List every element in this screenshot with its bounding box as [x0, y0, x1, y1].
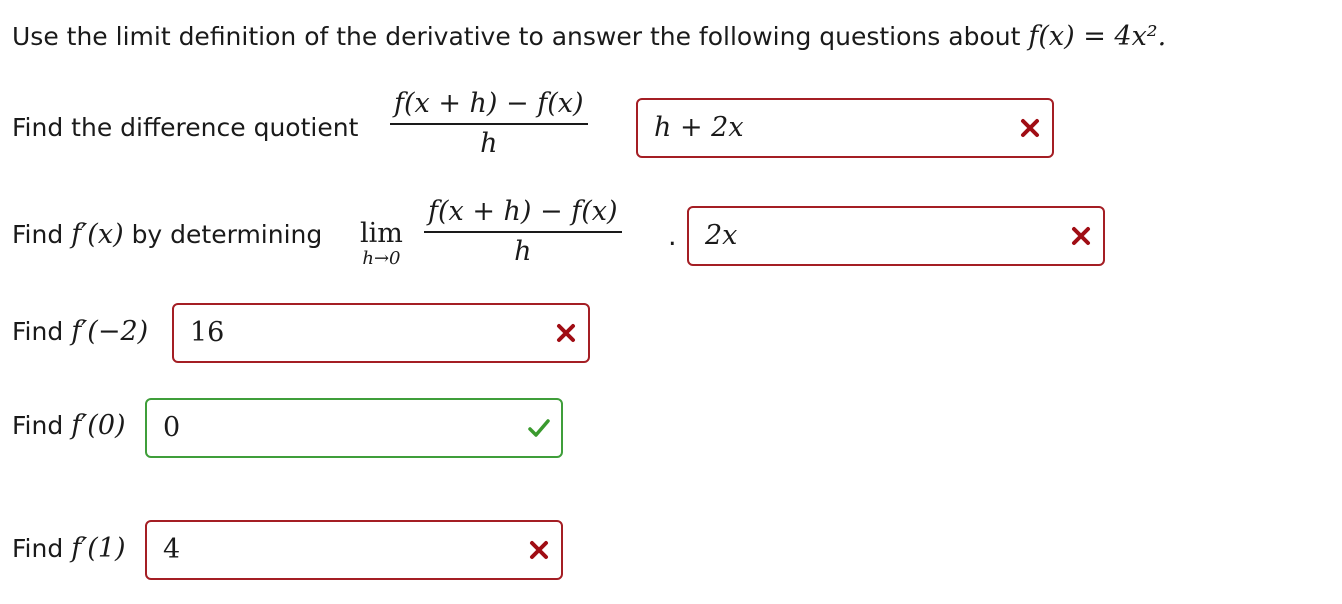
- q2-denominator: h: [514, 236, 532, 267]
- q2-lim-subscript: h→0: [362, 248, 401, 269]
- q5-label: [12, 534, 126, 564]
- q1-fraction: [390, 88, 588, 160]
- q4-answer-value: 0: [163, 412, 181, 443]
- q5-label-math: f′(1): [71, 533, 126, 564]
- q2-numerator: f(x + h) − f(x): [428, 196, 618, 227]
- q1-answer-field[interactable]: [636, 98, 1054, 158]
- q2-label-math: f′(x): [71, 219, 124, 250]
- q2-fraction: [424, 196, 622, 268]
- q3-label-find: Find: [12, 317, 64, 346]
- q2-answer-value: 2x: [705, 220, 738, 251]
- q2-fraction-bar: [424, 231, 622, 233]
- q3-label: [12, 317, 148, 347]
- q4-label-find: Find: [12, 411, 64, 440]
- correct-check-icon: [527, 416, 551, 440]
- q2-period: .: [668, 221, 677, 252]
- q1-label: Find the difference quotient: [12, 113, 359, 142]
- q2-label-find: Find: [12, 220, 64, 249]
- intro-function: f(x) = 4x².: [1028, 21, 1167, 52]
- incorrect-x-icon: [554, 321, 578, 345]
- q3-answer-value: 16: [190, 317, 225, 348]
- q3-answer-field[interactable]: [172, 303, 590, 363]
- intro-line: [12, 22, 1166, 52]
- incorrect-x-icon: [1069, 224, 1093, 248]
- q5-label-find: Find: [12, 534, 64, 563]
- q2-label: [12, 220, 322, 250]
- q2-lim-word: lim: [360, 218, 403, 249]
- q2-answer-field[interactable]: [687, 206, 1105, 266]
- incorrect-x-icon: [1018, 116, 1042, 140]
- q5-answer-value: 4: [163, 534, 181, 565]
- q2-label-rest: by determining: [131, 220, 323, 249]
- q1-fraction-bar: [390, 123, 588, 125]
- q2-limit: [360, 219, 403, 269]
- q1-answer-value: h + 2x: [654, 112, 744, 143]
- q4-label-math: f′(0): [71, 410, 126, 441]
- q4-label: [12, 411, 126, 441]
- q4-answer-field[interactable]: [145, 398, 563, 458]
- q1-numerator: f(x + h) − f(x): [394, 88, 584, 119]
- incorrect-x-icon: [527, 538, 551, 562]
- intro-text: Use the limit definition of the derivative to answer the following questions about: [12, 22, 1021, 51]
- q3-label-math: f′(−2): [71, 316, 149, 347]
- q1-denominator: h: [480, 128, 498, 159]
- q5-answer-field[interactable]: [145, 520, 563, 580]
